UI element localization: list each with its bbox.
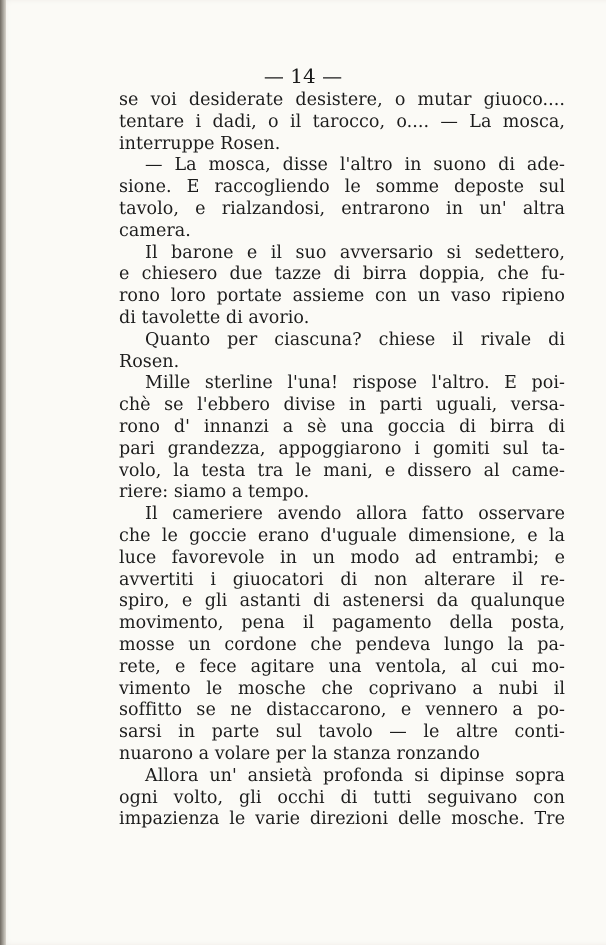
text-line: movimento, pena il pagamento della posta, bbox=[119, 613, 565, 634]
text-line: soffitto se ne distaccarono, e vennero a po- bbox=[119, 700, 565, 721]
text-line: volo, la testa tra le mani, e dissero al came- bbox=[119, 460, 565, 481]
text-line: — La mosca, disse l'altro in suono di ade- bbox=[145, 155, 565, 176]
text-line: avvertiti i giuocatori di non alterare il re- bbox=[119, 569, 565, 590]
text-line: camera. bbox=[119, 220, 191, 241]
text-line: Rosen. bbox=[119, 351, 180, 372]
text-line: Mille sterline l'una! rispose l'altro. E poi- bbox=[145, 373, 565, 394]
text-line: luce favorevole in un modo ad entrambi; e bbox=[119, 547, 565, 568]
text-line: se voi desiderate desistere, o mutar giuoco.... bbox=[119, 90, 565, 110]
text-line: rete, e fece agitare una ventola, al cui mo- bbox=[119, 656, 565, 677]
text-line: ogni volto, gli occhi di tutti seguivano con bbox=[119, 787, 565, 808]
text-line: riere: siamo a tempo. bbox=[119, 482, 310, 503]
text-line: nuarono a volare per la stanza ronzando bbox=[119, 743, 480, 764]
text-line: tavolo, e rialzandosi, entrarono in un' altra bbox=[119, 198, 565, 219]
text-line: tentare i dadi, o il tarocco, o.... — La mosca, bbox=[119, 111, 565, 132]
body-text bbox=[119, 90, 565, 831]
text-line: Quanto per ciascuna? chiese il rivale di bbox=[145, 329, 565, 350]
text-line: e chiesero due tazze di birra doppia, che fu- bbox=[119, 264, 565, 285]
text-line: impazienza le varie direzioni delle mosche. Tre bbox=[119, 809, 565, 830]
text-line: chè se l'ebbero divise in parti uguali, versa- bbox=[119, 395, 565, 416]
text-line: mosse un cordone che pendeva lungo la pa- bbox=[119, 634, 565, 655]
text-line: Il barone e il suo avversario si sedettero, bbox=[145, 242, 565, 263]
text-line: pari grandezza, appoggiarono i gomiti sul ta- bbox=[119, 438, 565, 459]
page-number: — 14 — bbox=[263, 64, 343, 88]
text-line: rono loro portate assieme con un vaso ripieno bbox=[119, 286, 565, 307]
text-line: Allora un' ansietà profonda si dipinse sopra bbox=[145, 765, 565, 786]
text-line: che le goccie erano d'uguale dimensione, e la bbox=[119, 525, 565, 546]
text-line: vimento le mosche che coprivano a nubi il bbox=[119, 678, 565, 699]
text-line: spiro, e gli astanti di astenersi da qualunque bbox=[119, 591, 565, 612]
text-line: interruppe Rosen. bbox=[119, 133, 281, 154]
text-line: sione. E raccogliendo le somme deposte sul bbox=[119, 177, 565, 198]
text-line: rono d' innanzi a sè una goccia di birra di bbox=[119, 416, 565, 437]
text-line: di tavolette di avorio. bbox=[119, 307, 310, 328]
text-line: sarsi in parte sul tavolo — le altre conti- bbox=[119, 722, 565, 743]
text-line: Il cameriere avendo allora fatto osservare bbox=[145, 504, 565, 525]
page-binding-edge bbox=[0, 0, 6, 945]
